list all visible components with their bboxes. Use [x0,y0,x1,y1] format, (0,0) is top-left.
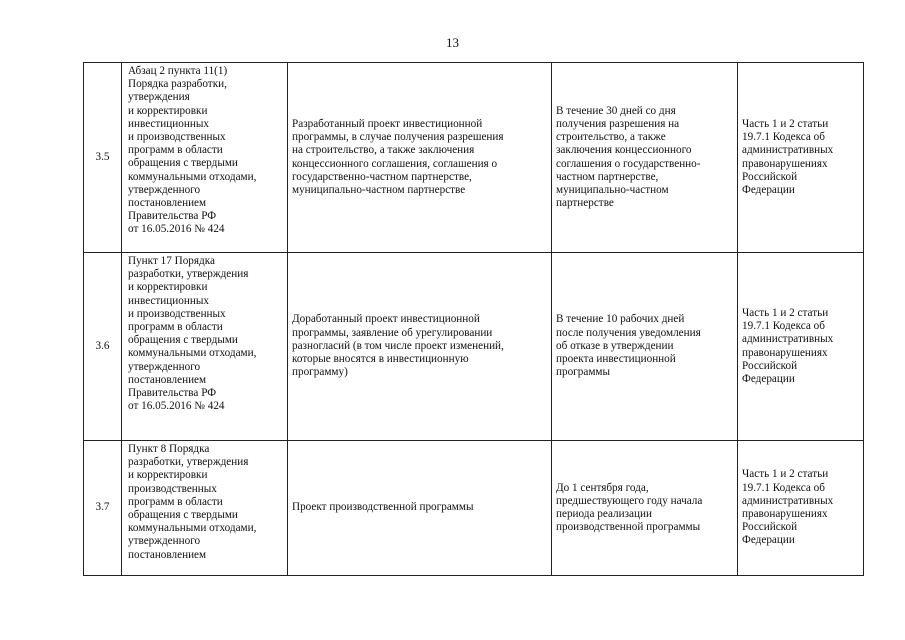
legal-basis-cell [122,63,288,253]
table-row [84,253,864,441]
liability-text: Часть 1 и 2 статьи 19.7.1 Кодекса об административных правонарушениях Российской Федерации [742,117,834,196]
legal-basis-cell [122,253,288,441]
legal-basis-cell [122,441,288,576]
document-cell [288,63,552,253]
document-cell [288,253,552,441]
table-row [84,63,864,253]
row-number: 3.7 [84,441,122,576]
legal-basis-text: Абзац 2 пункта 11(1) Порядка разработки, утверждения и корректировки инвестиционных и производственных программ в области обращения с твердыми коммунальными отходами, утвержденного постановлением Правительства РФ от 16.05.2016 № 424 [128,65,257,236]
document-cell [288,441,552,576]
page-number: 13 [446,35,459,50]
liability-cell [738,253,864,441]
liability-cell [738,441,864,576]
deadline-cell [552,441,738,576]
document-text: Проект производственной программы [292,501,474,514]
deadline-cell [552,253,738,441]
liability-text: Часть 1 и 2 статьи 19.7.1 Кодекса об административных правонарушениях Российской Федерации [742,468,834,547]
deadline-cell [552,63,738,253]
document-text: Разработанный проект инвестиционной программы, в случае получения разрешения на строительство, а также заключения концессионного соглашения, соглашения о государственно-частном партнерстве, муниципально-частном партнерстве [292,117,504,196]
liability-cell [738,63,864,253]
requirements-table [83,62,864,576]
deadline-text: До 1 сентября года, предшествующего году начала периода реализации производственной программы [556,481,703,534]
legal-basis-text: Пункт 8 Порядка разработки, утверждения и корректировки производственных программ в области обращения с твердыми коммунальными отходами, утвержденного постановлением [128,443,257,561]
deadline-text: В течение 30 дней со дня получения разрешения на строительство, а также заключения концессионного соглашения о государственно- частном партнерстве, муниципально-частном партнерстве [556,104,701,210]
document-text: Доработанный проект инвестиционной программы, заявление об урегулировании разногласий (в том числе проект изменений, которые вносятся в инвестиционную программу) [292,313,504,379]
liability-text: Часть 1 и 2 статьи 19.7.1 Кодекса об административных правонарушениях Российской Федерации [742,306,834,385]
deadline-text: В течение 10 рабочих дней после получения уведомления об отказе в утверждении проекта инвестиционной программы [556,313,701,379]
table-row [84,441,864,576]
legal-basis-text: Пункт 17 Порядка разработки, утверждения и корректировки инвестиционных и производственных программ в области обращения с твердыми коммунальными отходами, утвержденного постановлением Правительства РФ от 16.05.2016 № 424 [128,255,257,413]
row-number: 3.5 [84,63,122,253]
row-number: 3.6 [84,253,122,441]
